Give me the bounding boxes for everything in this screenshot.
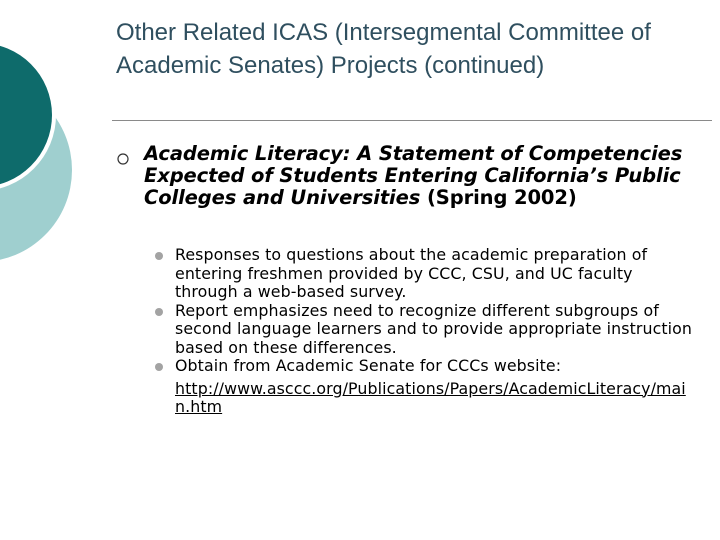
main-bullet-date: (Spring 2002) [420, 186, 577, 209]
main-bullet-heading [144, 143, 704, 209]
slide-title: Other Related ICAS (Intersegmental Committee of Academic Senates) Projects (continued) [116, 19, 651, 79]
sub-bullet-text: Report emphasizes need to recognize different subgroups of second language learners and to provide appropriate instruction based on these differences. [175, 300, 693, 357]
bullet-dot-icon [155, 363, 163, 371]
main-bullet-title: Academic Literacy: A Statement of Competencies Expected of Students Entering California’s Public Colleges and Universities [144, 142, 683, 209]
sub-bullet-text: Responses to questions about the academic preparation of entering freshmen provided by CCC, CSU, and UC faculty through a web-based survey. [175, 245, 648, 301]
title-divider [112, 120, 712, 121]
sub-bullet [175, 302, 695, 358]
bullet-dot-icon [155, 252, 163, 260]
bullet-dot-icon [155, 308, 163, 316]
hollow-circle-bullet-icon [116, 150, 134, 168]
sub-bullet-list [175, 246, 695, 417]
sub-bullet [175, 246, 695, 302]
decorative-circles [0, 0, 100, 300]
academic-literacy-link[interactable]: http://www.asccc.org/Publications/Papers/AcademicLiteracy/main.htm [175, 378, 686, 416]
sub-bullet [175, 357, 695, 417]
sub-bullet-text: Obtain from Academic Senate for CCCs website: [175, 356, 562, 375]
